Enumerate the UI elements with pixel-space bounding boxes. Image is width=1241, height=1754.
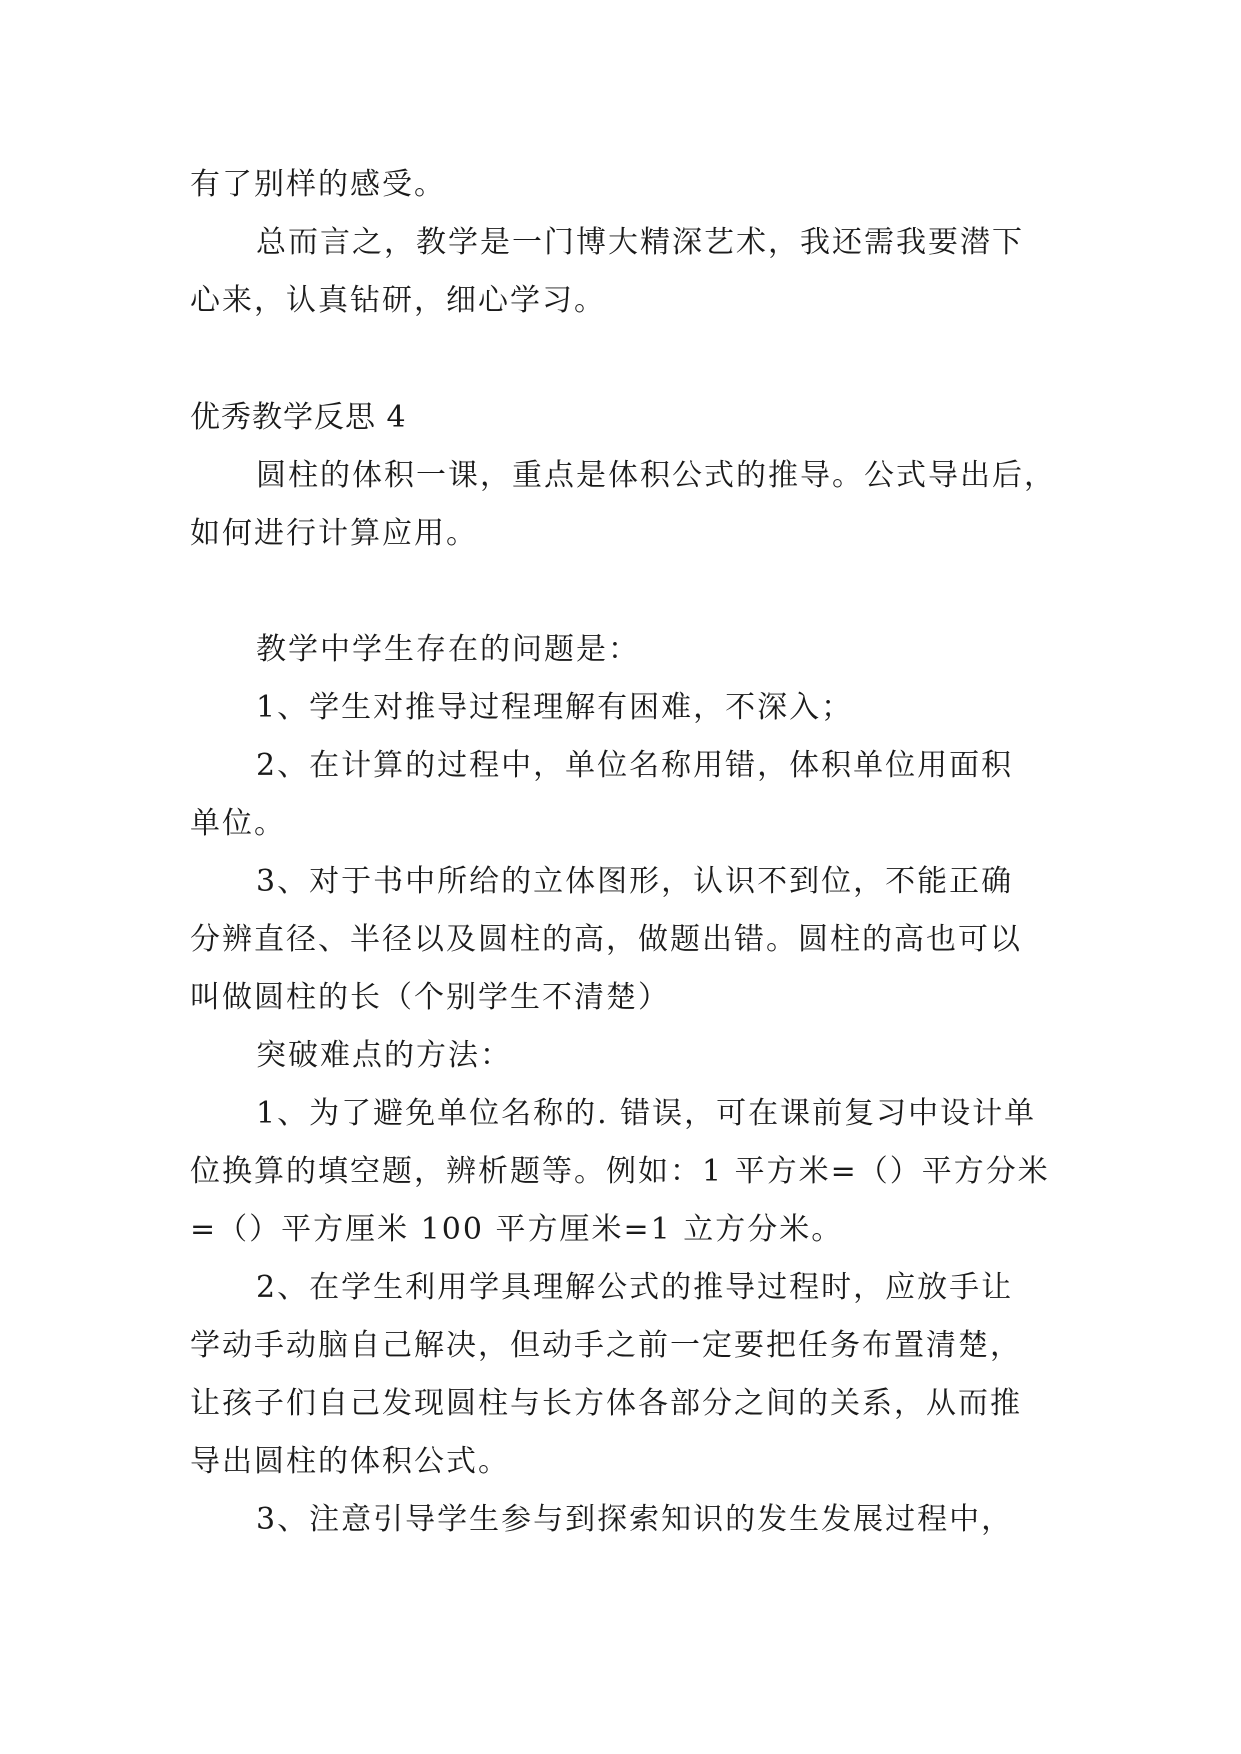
- list-item: 1、学生对推导过程理解有困难，不深入；: [256, 690, 854, 725]
- paragraph-line: 让孩子们自己发现圆柱与长方体各部分之间的关系，从而推: [190, 1386, 1022, 1421]
- list-item: 2、在计算的过程中，单位名称用错，体积单位用面积: [256, 748, 1014, 783]
- list-item: 3、对于书中所给的立体图形，认识不到位，不能正确: [256, 864, 1014, 899]
- list-item: 3、注意引导学生参与到探索知识的发生发展过程中，: [256, 1502, 1014, 1537]
- paragraph-line: =（）平方厘米 100 平方厘米=1 立方分米。: [190, 1212, 844, 1247]
- paragraph-line: 有了别样的感受。: [190, 167, 446, 202]
- section-title: 优秀教学反思 4: [190, 400, 407, 435]
- list-item: 1、为了避免单位名称的. 错误，可在课前复习中设计单: [256, 1096, 1037, 1131]
- paragraph-line: 单位。: [190, 806, 286, 841]
- paragraph-line: 总而言之，教学是一门博大精深艺术，我还需我要潜下: [256, 225, 1024, 260]
- paragraph-line: 心来，认真钻研，细心学习。: [190, 283, 606, 318]
- paragraph-line: 叫做圆柱的长（个别学生不清楚）: [190, 980, 670, 1015]
- paragraph-line: 分辨直径、半径以及圆柱的高，做题出错。圆柱的高也可以: [190, 922, 1022, 957]
- paragraph-line: 圆柱的体积一课，重点是体积公式的推导。公式导出后，: [256, 458, 1056, 493]
- paragraph-line: 位换算的填空题，辨析题等。例如：1 平方米=（）平方分米: [190, 1154, 1050, 1189]
- paragraph-line: 学动手动脑自己解决，但动手之前一定要把任务布置清楚，: [190, 1328, 1022, 1363]
- paragraph-line: 导出圆柱的体积公式。: [190, 1444, 510, 1479]
- paragraph-line: 如何进行计算应用。: [190, 516, 478, 551]
- list-item: 2、在学生利用学具理解公式的推导过程时，应放手让: [256, 1270, 1014, 1305]
- paragraph-line: 突破难点的方法：: [256, 1038, 512, 1073]
- paragraph-line: 教学中学生存在的问题是：: [256, 632, 640, 667]
